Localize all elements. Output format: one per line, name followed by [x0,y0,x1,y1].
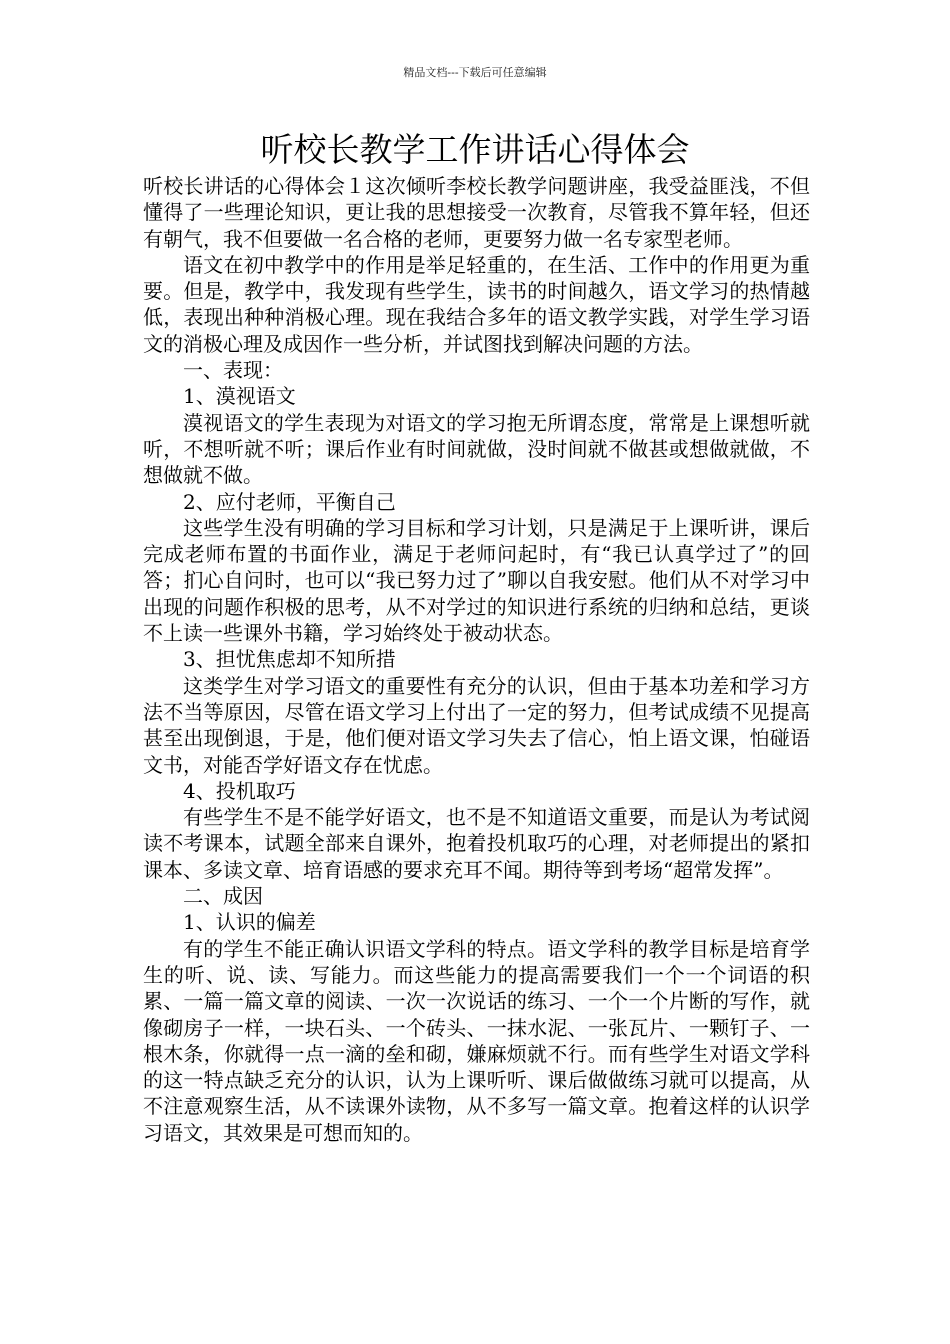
subsection-heading: 3、担忧焦虑却不知所措 [183,647,396,672]
paragraph: 这类学生对学习语文的重要性有充分的认识，但由于基本功差和学习方法不当等原因，尽管在语文学习上付出了一定的努力，但考试成绩不见提高甚至出现倒退，于是，他们便对语文学习失去了信心，怕上语文课，怕碰语文书，对能否学好语文存在忧虑。 [143,673,810,777]
subsection-heading: 1、漠视语文 [183,384,296,409]
paragraph: 漠视语文的学生表现为对语文的学习抱无所谓态度，常常是上课想听就听，不想听就不听；课后作业有时间就做，没时间就不做甚或想做就做，不想做就不做。 [143,410,810,488]
subsection-heading: 4、投机取巧 [183,778,296,803]
paragraph: 语文在初中教学中的作用是举足轻重的，在生活、工作中的作用更为重要。但是，教学中，我发现有些学生，读书的时间越久，语文学习的热情越低，表现出种种消极心理。现在我结合多年的语文教学实践，对学生学习语文的消极心理及成因作一些分析，并试图找到解决问题的方法。 [143,252,810,356]
section-heading: 二、成因 [183,884,263,909]
subsection-heading: 1、认识的偏差 [183,910,316,935]
paragraph: 这些学生没有明确的学习目标和学习计划，只是满足于上课听讲，课后完成老师布置的书面作业，满足于老师问起时，有“我已认真学过了”的回答；扪心自问时，也可以“我已努力过了”聊以自我安慰。他们从不对学习中出现的问题作积极的思考，从不对学过的知识进行系统的归纳和总结，更谈不上读一些课外书籍，学习始终处于被动状态。 [143,515,810,646]
section-heading: 一、表现： [183,358,283,383]
page-header: 精品文档---下载后可任意编辑 [403,66,547,79]
document-title: 听校长教学工作讲话心得体会 [260,130,690,169]
paragraph: 有的学生不能正确认识语文学科的特点。语文学科的教学目标是培育学生的听、说、读、写能力。而这些能力的提高需要我们一个一个词语的积累、一篇一篇文章的阅读、一次一次说话的练习、一个一个片断的写作，就像砌房子一样，一块石头、一个砖头、一抹水泥、一张瓦片、一颗钉子、一根木条，你就得一点一滴的垒和砌，嫌麻烦就不行。而有些学生对语文学科的这一特点缺乏充分的认识，认为上课听听、课后做做练习就可以提高，从不注意观察生活，从不读课外读物，从不多写一篇文章。抱着这样的认识学习语文，其效果是可想而知的。 [143,936,810,1145]
subsection-heading: 2、应付老师，平衡自己 [183,489,396,514]
paragraph: 有些学生不是不能学好语文，也不是不知道语文重要，而是认为考试阅读不考课本，试题全部来自课外，抱着投机取巧的心理，对老师提出的紧扣课本、多读文章、培育语感的要求充耳不闻。期待等到考场“超常发挥”。 [143,805,810,882]
paragraph-intro: 听校长讲话的心得体会１这次倾听李校长教学问题讲座，我受益匪浅，不但懂得了一些理论知识，更让我的思想接受一次教育，尽管我不算年轻，但还有朝气，我不但要做一名合格的老师，更要努力做一名专家型老师。 [143,174,810,251]
document-body [143,173,810,1146]
